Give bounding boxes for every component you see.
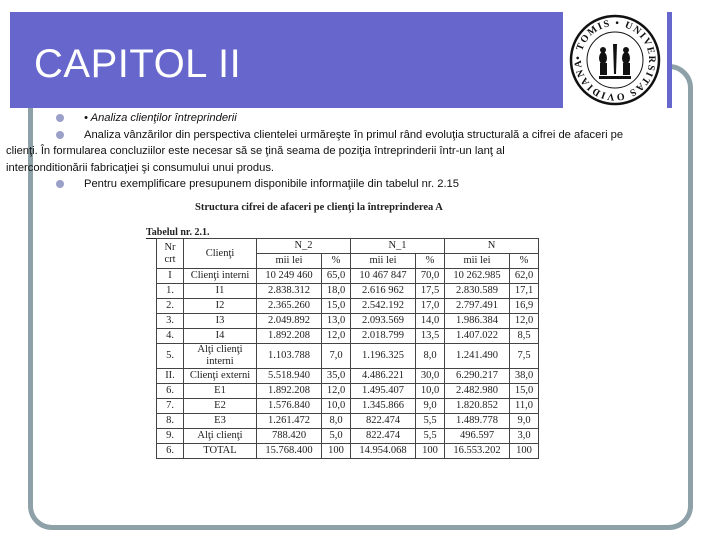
slide-title: CAPITOL II [34, 42, 242, 86]
bullet-text: • Analiza clienţilor întreprinderii [84, 112, 237, 124]
table-cell-p1: 70,0 [416, 269, 445, 284]
table-cell-p0: 11,0 [510, 399, 539, 414]
table-cell-v0: 10 262.985 [445, 269, 510, 284]
table-cell-p1: 17,5 [416, 284, 445, 299]
table-cell-p2: 12,0 [322, 384, 351, 399]
table-cell-v1: 14.954.068 [351, 444, 416, 459]
table-cell-v1: 1.495.407 [351, 384, 416, 399]
table-cell-p1: 13,5 [416, 329, 445, 344]
table-row [157, 269, 539, 284]
table-cell-client: TOTAL [184, 444, 257, 459]
table-cell-p0: 9,0 [510, 414, 539, 429]
table-cell-v2: 1.261.472 [257, 414, 322, 429]
table-cell-p1: 100 [416, 444, 445, 459]
table-cell-v2: 10 249 460 [257, 269, 322, 284]
header-n1: N_1 [351, 239, 445, 254]
table-cell-client: I1 [184, 284, 257, 299]
table-cell-client: Clienţi externi [184, 369, 257, 384]
table-cell-p1: 14,0 [416, 314, 445, 329]
table-cell-v2: 5.518.940 [257, 369, 322, 384]
table-cell-p0: 38,0 [510, 369, 539, 384]
table-cell-v0: 496.597 [445, 429, 510, 444]
table-cell-v0: 1.407.022 [445, 329, 510, 344]
bullet-item [58, 110, 668, 127]
table-cell-v0: 2.830.589 [445, 284, 510, 299]
table-title: Structura cifrei de afaceri pe clienţi la întreprinderea A [195, 202, 443, 213]
table-cell-v2: 1.576.840 [257, 399, 322, 414]
header-unit: mii lei [351, 254, 416, 269]
table-cell-v1: 10 467 847 [351, 269, 416, 284]
table-row [157, 344, 539, 369]
table-cell-v2: 1.892.208 [257, 384, 322, 399]
table-cell-p2: 18,0 [322, 284, 351, 299]
table-cell-p0: 15,0 [510, 384, 539, 399]
table-cell-p2: 15,0 [322, 299, 351, 314]
svg-text:• TOMIS • UNIVERSITAS OVIDIANA: • TOMIS • UNIVERSITAS OVIDIANA [572, 17, 658, 103]
table-cell-p0: 12,0 [510, 314, 539, 329]
table-cell-v1: 2.616 962 [351, 284, 416, 299]
table-row [157, 384, 539, 399]
table-cell-v0: 1.820.852 [445, 399, 510, 414]
table-cell-v0: 1.986.384 [445, 314, 510, 329]
table-cell-p2: 10,0 [322, 399, 351, 414]
table-cell-v1: 2.542.192 [351, 299, 416, 314]
header-pct: % [322, 254, 351, 269]
header-n2: N_2 [257, 239, 351, 254]
table-cell-nr: 6. [157, 444, 184, 459]
table-cell-p2: 35,0 [322, 369, 351, 384]
table-cell-p2: 65,0 [322, 269, 351, 284]
table-cell-v1: 822.474 [351, 429, 416, 444]
table-cell-v1: 822.474 [351, 414, 416, 429]
table-cell-client: Alţi clienţi [184, 429, 257, 444]
table-cell-p0: 7,5 [510, 344, 539, 369]
table-cell-nr: 8. [157, 414, 184, 429]
slide-body [6, 110, 668, 193]
table-cell-client: E1 [184, 384, 257, 399]
table-cell-client: I4 [184, 329, 257, 344]
table-row [157, 429, 539, 444]
table-cell-v1: 2.093.569 [351, 314, 416, 329]
table-cell-v2: 1.892.208 [257, 329, 322, 344]
table-cell-v0: 6.290.217 [445, 369, 510, 384]
table-cell-v0: 2.797.491 [445, 299, 510, 314]
header-pct: % [510, 254, 539, 269]
table-cell-p1: 8,0 [416, 344, 445, 369]
table-cell-nr: 4. [157, 329, 184, 344]
table-cell-p1: 5,5 [416, 429, 445, 444]
table-cell-p0: 17,1 [510, 284, 539, 299]
table-cell-v0: 1.241.490 [445, 344, 510, 369]
table-cell-p1: 10,0 [416, 384, 445, 399]
table-row [157, 369, 539, 384]
table-cell-client: I3 [184, 314, 257, 329]
table-cell-nr: 3. [157, 314, 184, 329]
table-body [157, 269, 539, 459]
table-cell-nr: 2. [157, 299, 184, 314]
header-nr: Nr crt [157, 239, 184, 269]
table-cell-p0: 3,0 [510, 429, 539, 444]
header-unit: mii lei [445, 254, 510, 269]
table-cell-v0: 1.489.778 [445, 414, 510, 429]
seal-emblem-icon [569, 14, 661, 106]
table-cell-v1: 2.018.799 [351, 329, 416, 344]
table-cell-client: I2 [184, 299, 257, 314]
table-cell-v1: 1.196.325 [351, 344, 416, 369]
table-row [157, 299, 539, 314]
table-cell-p2: 8,0 [322, 414, 351, 429]
paragraph-continuation: clienţi. În formularea concluziilor este necesar să se ţină seama de poziţia întreprinderii într-un lanţ al [6, 145, 505, 157]
table-cell-nr: 7. [157, 399, 184, 414]
bullet-item [58, 176, 668, 193]
table-cell-v2: 788.420 [257, 429, 322, 444]
header-pct: % [416, 254, 445, 269]
table-label: Tabelul nr. 2.1. [146, 227, 210, 238]
table-cell-p0: 100 [510, 444, 539, 459]
table-row [157, 444, 539, 459]
table-cell-v2: 2.838.312 [257, 284, 322, 299]
university-seal [563, 12, 667, 108]
table-cell-client: Clienţi interni [184, 269, 257, 284]
table-cell-p0: 16,9 [510, 299, 539, 314]
header-clients: Clienţi [184, 239, 257, 269]
table-row [157, 314, 539, 329]
header-n: N [445, 239, 539, 254]
table-row [157, 399, 539, 414]
table-cell-p1: 5,5 [416, 414, 445, 429]
table-cell-client: E2 [184, 399, 257, 414]
table-cell-v1: 4.486.221 [351, 369, 416, 384]
table-cell-nr: 9. [157, 429, 184, 444]
bullet-item [58, 127, 668, 144]
table-cell-nr: II. [157, 369, 184, 384]
table-cell-p0: 8,5 [510, 329, 539, 344]
table-cell-p2: 13,0 [322, 314, 351, 329]
bullet-icon [56, 131, 64, 139]
table-cell-v1: 1.345.866 [351, 399, 416, 414]
table-cell-v2: 2.049.892 [257, 314, 322, 329]
table-cell-v2: 1.103.788 [257, 344, 322, 369]
table-cell-client: E3 [184, 414, 257, 429]
table-cell-p2: 100 [322, 444, 351, 459]
table-cell-p1: 17,0 [416, 299, 445, 314]
table-header-row [157, 239, 539, 254]
table-row [157, 284, 539, 299]
revenue-table [156, 238, 539, 459]
table-cell-p1: 9,0 [416, 399, 445, 414]
bullet-text: Analiza vânzărilor din perspectiva clientelei urmăreşte în primul rând evoluţia structurală a cifrei de afaceri pe [84, 128, 624, 141]
table-cell-nr: I [157, 269, 184, 284]
table-cell-p1: 30,0 [416, 369, 445, 384]
header-unit: mii lei [257, 254, 322, 269]
table-row [157, 414, 539, 429]
table-cell-nr: 6. [157, 384, 184, 399]
bullet-icon [56, 114, 64, 122]
table-cell-v2: 2.365.260 [257, 299, 322, 314]
table-cell-v2: 15.768.400 [257, 444, 322, 459]
table-cell-p2: 5,0 [322, 429, 351, 444]
table-cell-p0: 62,0 [510, 269, 539, 284]
table-cell-nr: 5. [157, 344, 184, 369]
bullet-icon [56, 180, 64, 188]
table-cell-nr: 1. [157, 284, 184, 299]
table-cell-v0: 16.553.202 [445, 444, 510, 459]
bullet-text: Pentru exemplificare presupunem disponibile informaţiile din tabelul nr. 2.15 [84, 178, 459, 190]
table-cell-client: Alţi clienţi interni [184, 344, 257, 369]
table-cell-p2: 12,0 [322, 329, 351, 344]
table-cell-v0: 2.482.980 [445, 384, 510, 399]
paragraph-continuation: interconditionării fabricaţiei şi consumului unui produs. [6, 161, 275, 174]
table-cell-p2: 7,0 [322, 344, 351, 369]
table-row [157, 329, 539, 344]
